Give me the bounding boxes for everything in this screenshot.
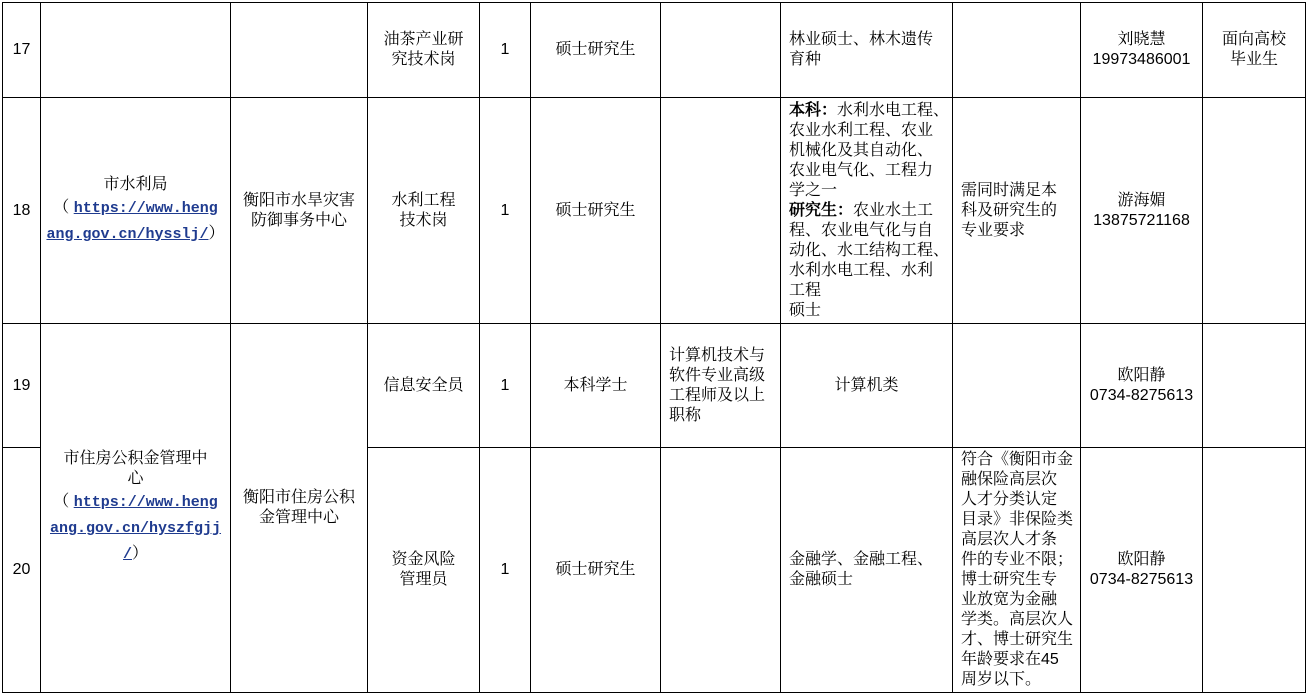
department-cell <box>41 98 231 324</box>
other-requirement-cell <box>953 3 1081 98</box>
headcount-cell: 1 <box>480 3 531 98</box>
contact-cell <box>1081 324 1203 448</box>
major-group-graduate <box>789 201 950 321</box>
row-number: 20 <box>3 448 41 693</box>
major-group-label: 本科： <box>789 101 838 119</box>
close-paren: ） <box>132 545 149 562</box>
open-paren: （ <box>53 198 74 216</box>
note-cell <box>1203 324 1306 448</box>
department-website <box>45 489 226 567</box>
major-cell: 林业硕士、林木遗传 育种 <box>781 3 953 98</box>
headcount-cell: 1 <box>480 98 531 324</box>
table-row <box>3 3 1306 98</box>
open-paren: （ <box>53 493 74 510</box>
unit-cell: 衡阳市水旱灾害 防御事务中心 <box>231 98 368 324</box>
note-cell <box>1203 448 1306 693</box>
row-number: 18 <box>3 98 41 324</box>
unit-cell <box>231 3 368 98</box>
department-website-link[interactable]: https://www.heng ang.gov.cn/hysslj/ <box>46 199 218 243</box>
table-row <box>3 324 1306 448</box>
contact-cell <box>1081 98 1203 324</box>
education-cell: 本科学士 <box>531 324 661 448</box>
title-requirement-cell <box>661 448 781 693</box>
contact-phone: 13875721168 <box>1093 211 1190 229</box>
contact-name: 欧阳静 <box>1117 551 1166 568</box>
contact-phone: 0734-8275613 <box>1089 386 1194 404</box>
other-requirement-cell: 符合《衡阳市金 融保险高层次 人才分类认定 目录》非保险类 高层次人才条 件的专业不限； 博士研究生专 业放宽为金融 学类。高层次人 才、博士研究生 年龄要求在45 周岁以下。 <box>953 448 1081 693</box>
unit-cell: 衡阳市住房公积 金管理中心 <box>231 324 368 693</box>
department-name: 市住房公积金管理中 心 <box>63 450 208 487</box>
row-number: 19 <box>3 324 41 448</box>
contact-phone: 19973486001 <box>1092 51 1191 68</box>
row-number: 17 <box>3 3 41 98</box>
note-cell: 面向高校 毕业生 <box>1203 3 1306 98</box>
position-cell: 信息安全员 <box>368 324 480 448</box>
major-cell: 计算机类 <box>781 324 953 448</box>
contact-name: 游海媚 <box>1117 191 1166 209</box>
contact-cell <box>1081 448 1203 693</box>
department-website <box>45 195 226 247</box>
table-body <box>3 3 1306 693</box>
other-requirement-cell <box>953 324 1081 448</box>
contact-name: 刘晓慧 <box>1117 31 1166 48</box>
major-group-undergraduate <box>789 101 950 201</box>
major-group-text: 水利水电工程、 农业水利工程、农业 机械化及其自动化、 农业电气化、工程力 学之一 <box>789 101 950 199</box>
table-row <box>3 98 1306 324</box>
major-cell <box>781 98 953 324</box>
close-paren: ） <box>208 224 225 242</box>
department-website-link[interactable]: https://www.heng ang.gov.cn/hyszfgjj / <box>49 494 222 563</box>
position-cell: 资金风险 管理员 <box>368 448 480 693</box>
recruitment-table <box>2 2 1306 693</box>
major-group-text: 农业水土工 程、农业电气化与自 动化、水工结构工程、 水利水电工程、水利 工程 硕士 <box>789 201 950 319</box>
education-cell: 硕士研究生 <box>531 98 661 324</box>
department-cell <box>41 3 231 98</box>
contact-cell <box>1081 3 1203 98</box>
department-name: 市水利局 <box>103 175 168 193</box>
position-cell: 油茶产业研 究技术岗 <box>368 3 480 98</box>
contact-phone: 0734-8275613 <box>1089 571 1194 588</box>
title-requirement-cell <box>661 3 781 98</box>
title-requirement-cell: 计算机技术与 软件专业高级 工程师及以上 职称 <box>661 324 781 448</box>
education-cell: 硕士研究生 <box>531 3 661 98</box>
other-requirement-cell: 需同时满足本 科及研究生的 专业要求 <box>953 98 1081 324</box>
headcount-cell: 1 <box>480 448 531 693</box>
department-cell <box>41 324 231 693</box>
position-cell: 水利工程 技术岗 <box>368 98 480 324</box>
education-cell: 硕士研究生 <box>531 448 661 693</box>
contact-name: 欧阳静 <box>1117 366 1166 384</box>
headcount-cell: 1 <box>480 324 531 448</box>
title-requirement-cell <box>661 98 781 324</box>
note-cell <box>1203 98 1306 324</box>
major-group-label: 研究生： <box>789 201 854 219</box>
major-cell: 金融学、金融工程、 金融硕士 <box>781 448 953 693</box>
